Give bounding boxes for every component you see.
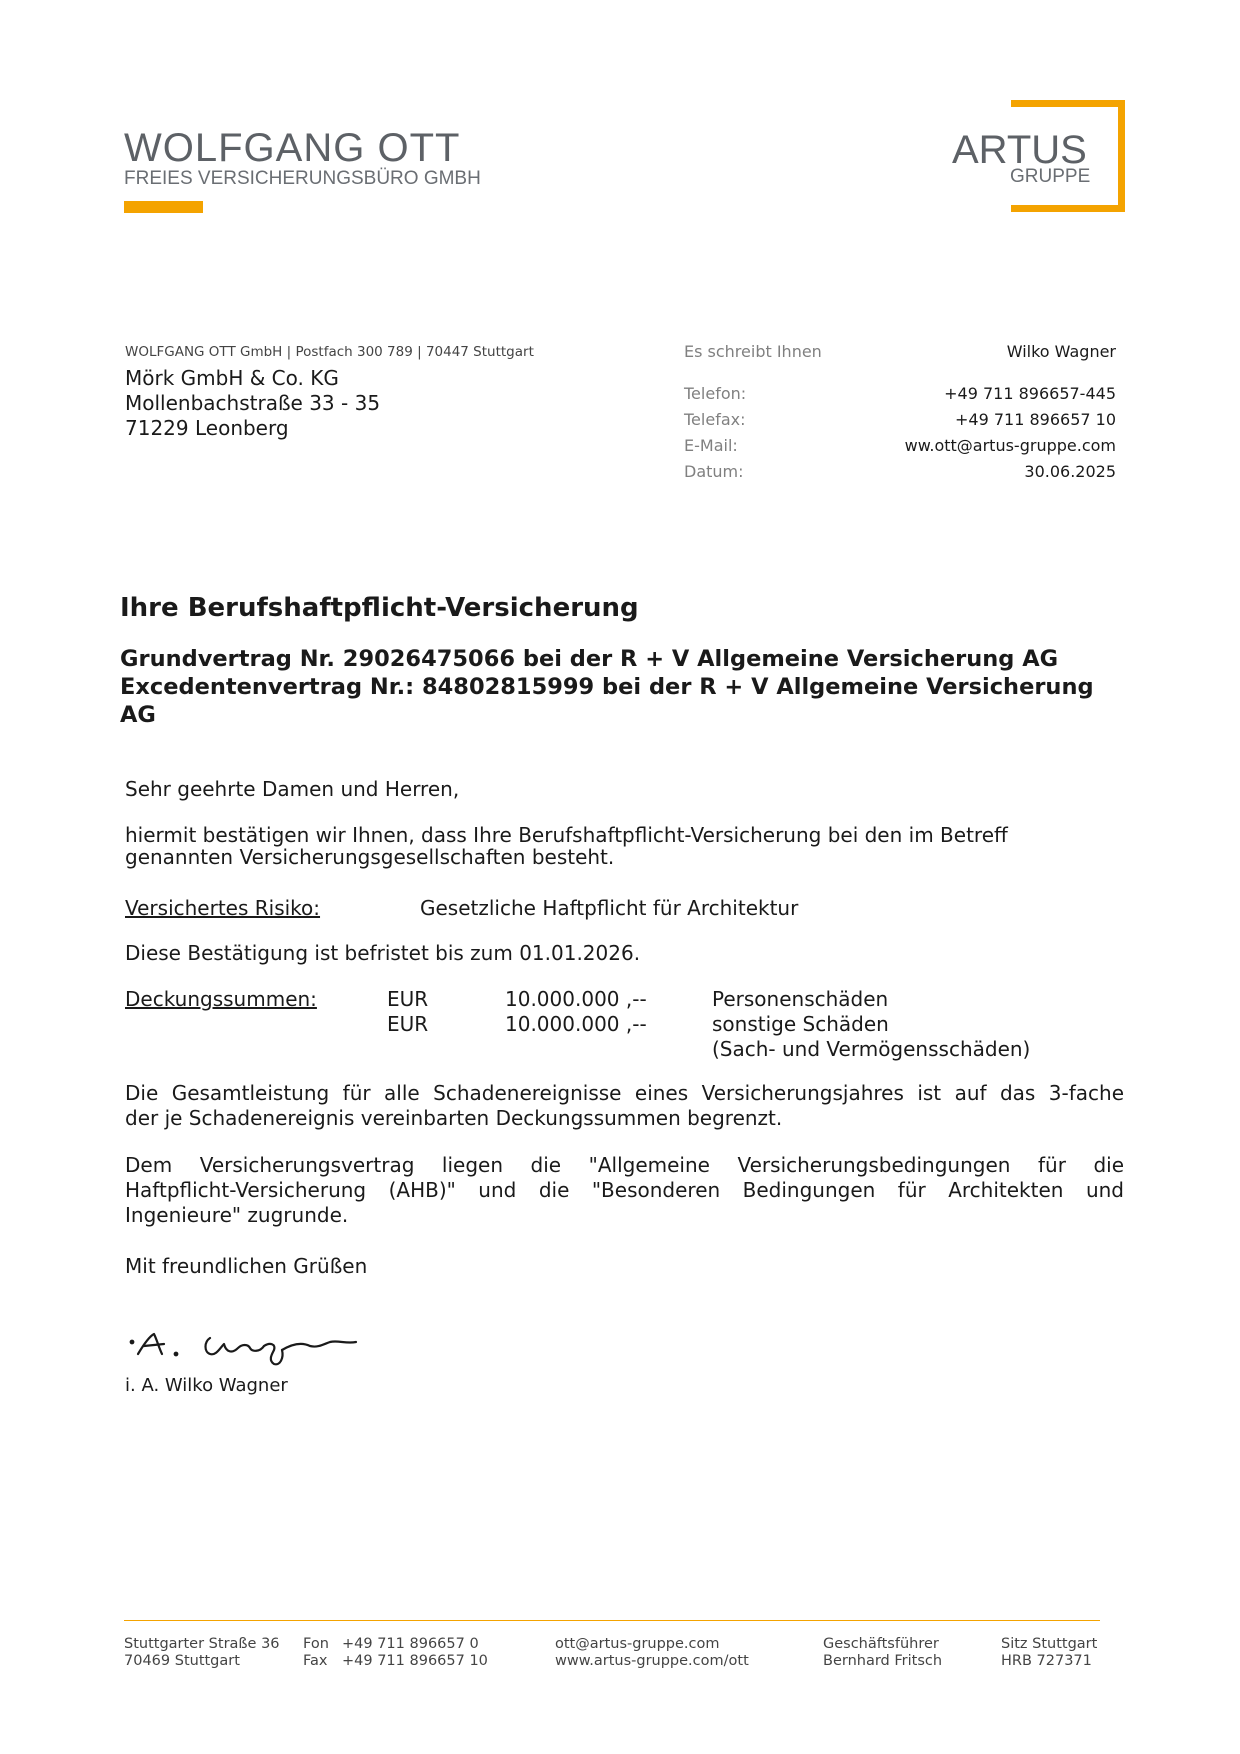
risk-label: Versichertes Risiko: bbox=[125, 896, 321, 920]
coverage-label: Deckungssummen: bbox=[125, 987, 317, 1011]
handwritten-signature bbox=[124, 1320, 384, 1370]
fax-value: +49 711 896657 10 bbox=[955, 410, 1116, 429]
recipient-city: 71229 Leonberg bbox=[125, 416, 289, 440]
footer-fon-label: Fon bbox=[303, 1636, 329, 1652]
fax-label: Telefax: bbox=[684, 410, 746, 429]
contract-line-1: Grundvertrag Nr. 29026475066 bei der R + V Allgemeine Versicherung AG bbox=[120, 646, 1059, 672]
logo-accent-bar bbox=[124, 201, 203, 213]
total-line-2: der je Schadenereignis vereinbarten Deckungssummen begrenzt. bbox=[125, 1106, 783, 1130]
signature-name: i. A. Wilko Wagner bbox=[125, 1375, 288, 1396]
letter-title: Ihre Berufshaftpflicht-Versicherung bbox=[120, 593, 639, 623]
company-logo-wolfgang-ott: WOLFGANG OTT bbox=[124, 126, 461, 170]
footer-seat: Sitz Stuttgart bbox=[1001, 1636, 1098, 1652]
coverage-amount-2: 10.000.000 ,-- bbox=[505, 1012, 647, 1036]
footer-fax-value: +49 711 896657 10 bbox=[342, 1653, 488, 1669]
footer-fax-label: Fax bbox=[303, 1653, 328, 1669]
footer-address-city: 70469 Stuttgart bbox=[124, 1653, 240, 1669]
recipient-street: Mollenbachstraße 33 - 35 bbox=[125, 391, 381, 415]
email-label: E-Mail: bbox=[684, 436, 738, 455]
company-logo-subtitle: FREIES VERSICHERUNGSBÜRO GMBH bbox=[124, 168, 481, 189]
coverage-currency-2: EUR bbox=[387, 1012, 429, 1036]
total-line-1: Die Gesamtleistung für alle Schadenereignisse eines Versicherungsjahres ist auf das 3-fache bbox=[125, 1081, 1124, 1105]
coverage-currency-1: EUR bbox=[387, 987, 429, 1011]
total-limit-paragraph bbox=[125, 1081, 1124, 1106]
coverage-note: (Sach- und Vermögensschäden) bbox=[712, 1037, 1031, 1061]
phone-value: +49 711 896657-445 bbox=[944, 384, 1116, 403]
terms-line-2: Haftpflicht-Versicherung (AHB)" und die "Besonderen Bedingungen für Architekten und bbox=[125, 1178, 1124, 1202]
footer-divider bbox=[124, 1620, 1100, 1621]
contract-line-3: AG bbox=[120, 702, 156, 728]
artus-logo: ARTUS bbox=[952, 128, 1087, 172]
terms-paragraph bbox=[125, 1153, 1124, 1203]
salutation: Sehr geehrte Damen und Herren, bbox=[125, 777, 460, 801]
risk-value: Gesetzliche Haftpflicht für Architektur bbox=[420, 896, 799, 920]
coverage-amount-1: 10.000.000 ,-- bbox=[505, 987, 647, 1011]
recipient-name: Mörk GmbH & Co. KG bbox=[125, 366, 339, 390]
email-value: ww.ott@artus-gruppe.com bbox=[904, 436, 1116, 455]
closing: Mit freundlichen Grüßen bbox=[125, 1254, 368, 1278]
contract-line-2: Excedentenvertrag Nr.: 84802815999 bei der R + V Allgemeine Versicherung bbox=[120, 674, 1094, 700]
intro-line-2: genannten Versicherungsgesellschaften besteht. bbox=[125, 845, 615, 869]
phone-label: Telefon: bbox=[684, 384, 747, 403]
footer-email[interactable]: ott@artus-gruppe.com bbox=[555, 1636, 720, 1652]
footer-address-street: Stuttgarter Straße 36 bbox=[124, 1636, 280, 1652]
artus-logo-subtitle: GRUPPE bbox=[1010, 166, 1091, 187]
terms-line-3: Ingenieure" zugrunde. bbox=[125, 1203, 349, 1227]
writer-label: Es schreibt Ihnen bbox=[684, 342, 822, 361]
footer-fon-value: +49 711 896657 0 bbox=[342, 1636, 479, 1652]
validity-statement: Diese Bestätigung ist befristet bis zum 01.01.2026. bbox=[125, 941, 641, 965]
footer-register: HRB 727371 bbox=[1001, 1653, 1092, 1669]
footer-website[interactable]: www.artus-gruppe.com/ott bbox=[555, 1653, 749, 1669]
coverage-desc-1: Personenschäden bbox=[712, 987, 889, 1011]
date-value: 30.06.2025 bbox=[1024, 462, 1116, 481]
terms-line-1: Dem Versicherungsvertrag liegen die "Allgemeine Versicherungsbedingungen für die bbox=[125, 1153, 1124, 1177]
intro-line-1: hiermit bestätigen wir Ihnen, dass Ihre Berufshaftpflicht-Versicherung bei den im Betreff bbox=[125, 823, 1008, 847]
date-label: Datum: bbox=[684, 462, 744, 481]
writer-name: Wilko Wagner bbox=[1006, 342, 1116, 361]
footer-ceo-name: Bernhard Fritsch bbox=[823, 1653, 943, 1669]
sender-return-address: WOLFGANG OTT GmbH | Postfach 300 789 | 70447 Stuttgart bbox=[125, 344, 534, 360]
footer-ceo-label: Geschäftsführer bbox=[823, 1636, 939, 1652]
coverage-desc-2: sonstige Schäden bbox=[712, 1012, 889, 1036]
